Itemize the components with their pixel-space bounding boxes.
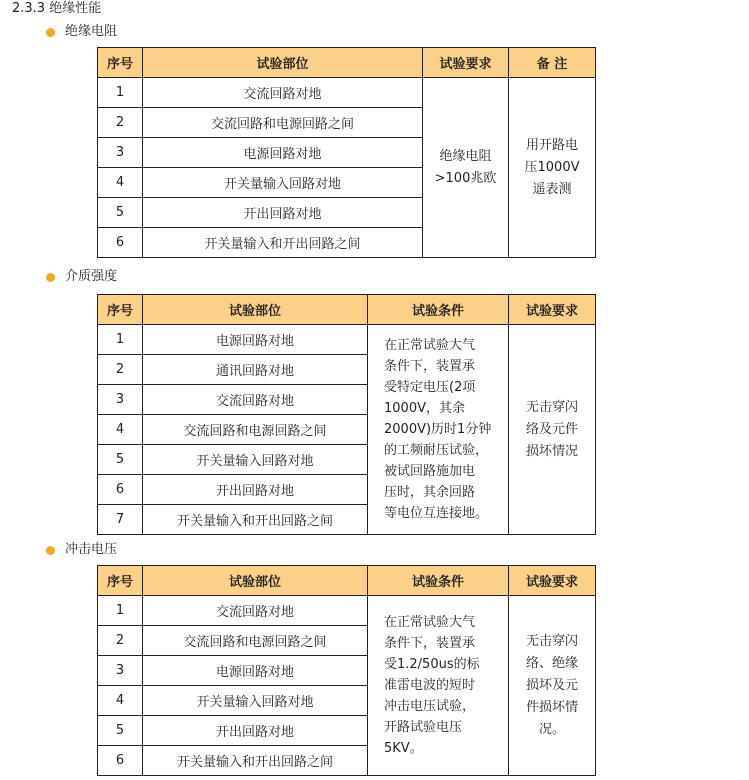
test-part: 开出回路对地 xyxy=(143,198,423,228)
orange-bullet-icon xyxy=(46,273,55,282)
row-number: 1 xyxy=(98,596,143,626)
subheading-label: 冲击电压 xyxy=(65,542,118,557)
column-header: 序号 xyxy=(98,566,143,596)
subheading-label: 绝缘电阻 xyxy=(65,24,118,39)
column-header: 序号 xyxy=(98,48,143,78)
subheading-dielectric-strength xyxy=(46,268,117,286)
row-number: 6 xyxy=(98,475,143,505)
row-number: 1 xyxy=(98,325,143,355)
test-part: 开关量输入和开出回路之间 xyxy=(143,746,368,776)
table-insulation-resistance xyxy=(97,47,596,258)
column-header: 试验条件 xyxy=(368,295,509,325)
row-number: 7 xyxy=(98,505,143,535)
table-header-row xyxy=(98,48,596,78)
orange-bullet-icon xyxy=(46,28,55,37)
table-header-row xyxy=(98,566,596,596)
table-row xyxy=(98,596,596,626)
row-number: 5 xyxy=(98,445,143,475)
row-number: 5 xyxy=(98,198,143,228)
test-part: 开关量输入回路对地 xyxy=(143,686,368,716)
test-part: 开出回路对地 xyxy=(143,716,368,746)
section-title: 2.3.3 绝缘性能 xyxy=(12,1,102,16)
row-number: 1 xyxy=(98,78,143,108)
table-row xyxy=(98,325,596,355)
test-part: 开关量输入回路对地 xyxy=(143,445,368,475)
table-header-row xyxy=(98,295,596,325)
test-requirement: 无击穿闪 络及元件 损坏情况 xyxy=(509,325,596,535)
row-number: 5 xyxy=(98,716,143,746)
column-header: 试验要求 xyxy=(509,295,596,325)
test-part: 交流回路对地 xyxy=(143,385,368,415)
table-dielectric-strength xyxy=(97,294,596,535)
column-header: 试验部位 xyxy=(143,566,368,596)
row-number: 4 xyxy=(98,168,143,198)
remark: 用开路电 压1000V 遥表测 xyxy=(509,78,596,258)
test-requirement: 绝缘电阻 >100兆欧 xyxy=(423,78,509,258)
test-part: 电源回路对地 xyxy=(143,656,368,686)
row-number: 2 xyxy=(98,108,143,138)
row-number: 2 xyxy=(98,355,143,385)
row-number: 6 xyxy=(98,228,143,258)
test-condition: 在正常试验大气 条件下，装置承 受特定电压(2项 1000V，其余 2000V)历时1分钟 的工频耐压试验， 被试回路施加电 压时，其余回路 等电位互连接地。 xyxy=(368,325,509,535)
test-part: 开关量输入和开出回路之间 xyxy=(143,505,368,535)
row-number: 3 xyxy=(98,385,143,415)
column-header: 序号 xyxy=(98,295,143,325)
test-part: 通讯回路对地 xyxy=(143,355,368,385)
row-number: 2 xyxy=(98,626,143,656)
column-header: 备 注 xyxy=(509,48,596,78)
test-part: 交流回路和电源回路之间 xyxy=(143,626,368,656)
subheading-label: 介质强度 xyxy=(65,269,118,284)
test-part: 电源回路对地 xyxy=(143,325,368,355)
column-header: 试验部位 xyxy=(143,48,423,78)
test-part: 电源回路对地 xyxy=(143,138,423,168)
subheading-insulation-resistance xyxy=(46,23,117,41)
table-impulse-voltage xyxy=(97,565,596,776)
test-part: 交流回路对地 xyxy=(143,78,423,108)
row-number: 3 xyxy=(98,138,143,168)
test-part: 交流回路和电源回路之间 xyxy=(143,415,368,445)
row-number: 6 xyxy=(98,746,143,776)
row-number: 4 xyxy=(98,415,143,445)
test-requirement: 无击穿闪 络、绝缘 损坏及元 件损坏情 况。 xyxy=(509,596,596,776)
test-part: 开关量输入和开出回路之间 xyxy=(143,228,423,258)
table-row xyxy=(98,78,596,108)
column-header: 试验部位 xyxy=(143,295,368,325)
orange-bullet-icon xyxy=(46,546,55,555)
column-header: 试验要求 xyxy=(509,566,596,596)
column-header: 试验要求 xyxy=(423,48,509,78)
test-part: 开出回路对地 xyxy=(143,475,368,505)
subheading-impulse-voltage xyxy=(46,541,117,559)
test-part: 交流回路对地 xyxy=(143,596,368,626)
test-part: 开关量输入回路对地 xyxy=(143,168,423,198)
test-condition: 在正常试验大气 条件下，装置承 受1.2/50us的标 准雷电波的短时 冲击电压试验， 开路试验电压 5KV。 xyxy=(368,596,509,776)
row-number: 4 xyxy=(98,686,143,716)
test-part: 交流回路和电源回路之间 xyxy=(143,108,423,138)
row-number: 3 xyxy=(98,656,143,686)
column-header: 试验条件 xyxy=(368,566,509,596)
